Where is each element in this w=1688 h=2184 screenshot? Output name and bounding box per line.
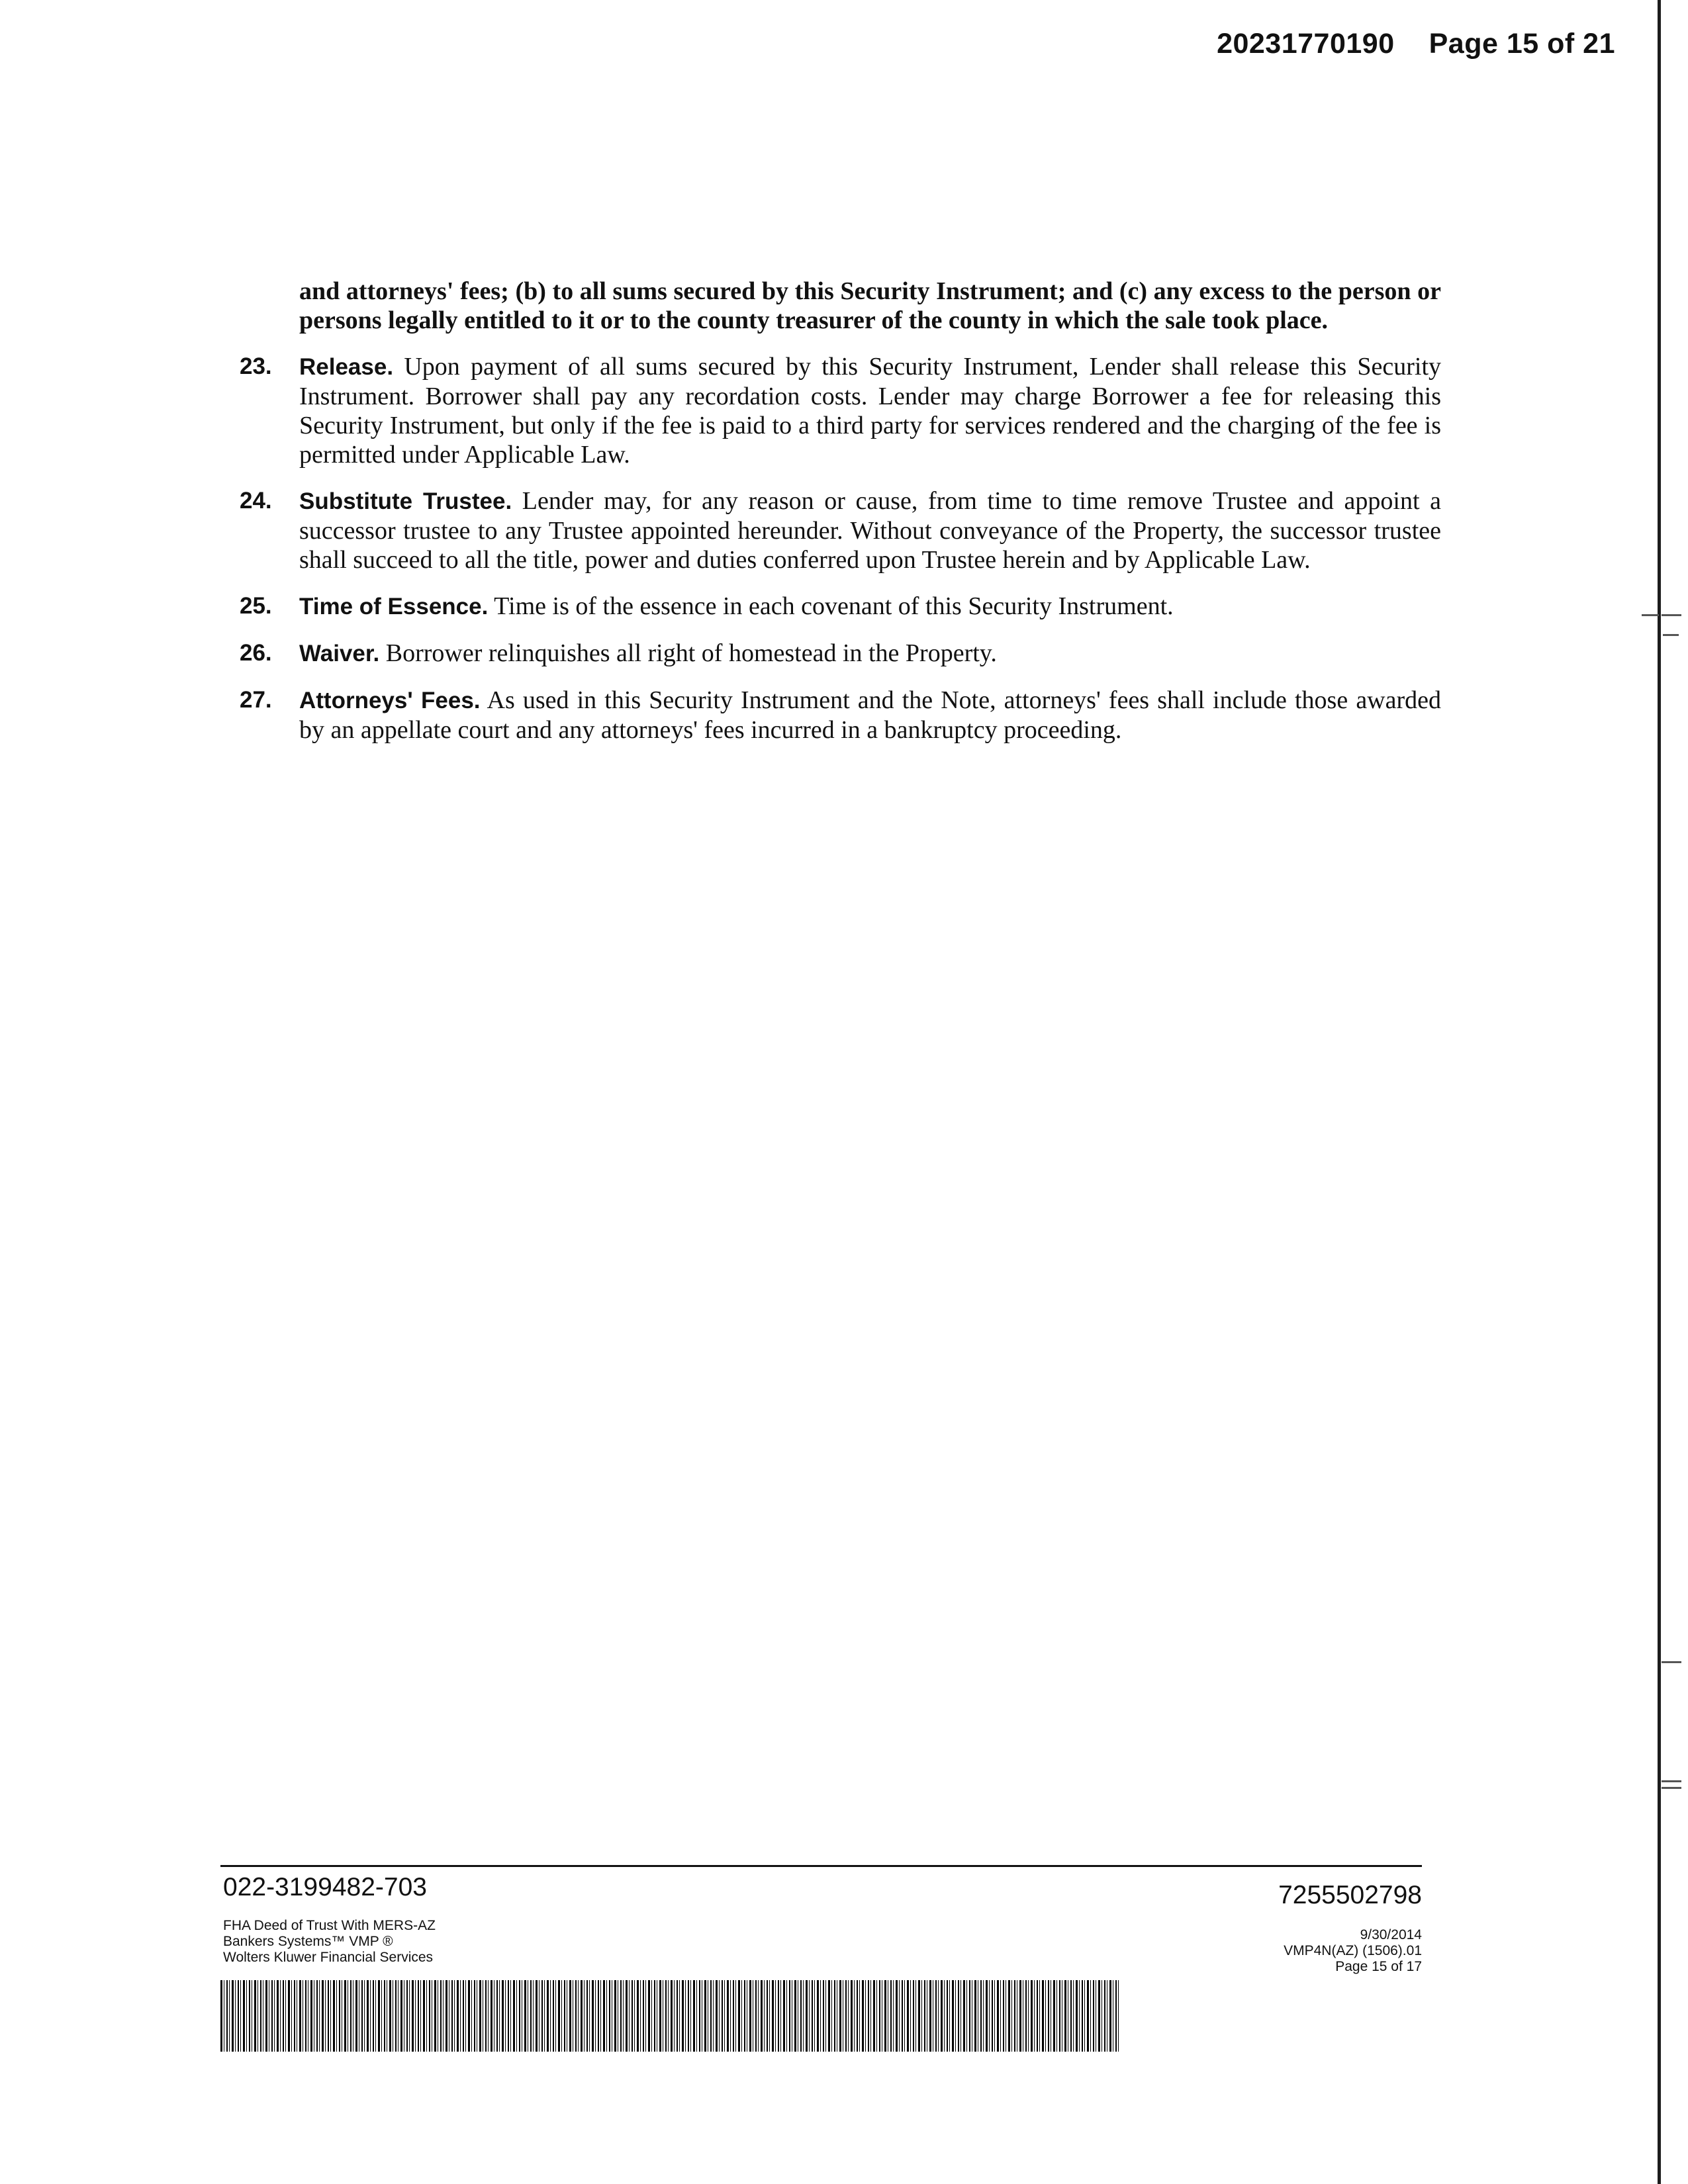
clause-title: Attorneys' Fees. bbox=[299, 688, 481, 713]
clause-text: Lender may, for any reason or cause, from time to time remove Trustee and appoint a successor trustee to any Trustee appointed hereunder. Without conveyance of the Property, the successor trustee shall succeed to all the title, power and duties conferred upon Trustee herein and by Applicable Law. bbox=[299, 487, 1442, 574]
clause-attorneys-fees bbox=[240, 686, 1441, 745]
clause-text: Upon payment of all sums secured by this Security Instrument, Lender shall release this Security Instrument. Borrower shall pay any recordation costs. Lender may charge Borrower a fee for releasing this Security Instrument, but only if the fee is paid to a third party for services rendered and the charging of the fee is permitted under Applicable Law. bbox=[299, 353, 1442, 469]
clause-text: Time is of the essence in each covenant of this Security Instrument. bbox=[494, 592, 1174, 620]
form-code: VMP4N(AZ) (1506).01 bbox=[1284, 1943, 1422, 1958]
page-edge-line bbox=[1658, 0, 1661, 2184]
edge-mark bbox=[1662, 614, 1681, 616]
clause-text: As used in this Security Instrument and the Note, attorneys' fees shall include those awarded by an appellate court and any attorneys' fees incurred in a bankruptcy proceeding. bbox=[299, 686, 1442, 744]
continued-paragraph: and attorneys' fees; (b) to all sums secured by this Security Instrument; and (c) any excess to the person or persons legally entitled to it or to the county treasurer of the county in which the sale took place. bbox=[299, 277, 1441, 334]
recording-page-number: Page 15 of 21 bbox=[1429, 28, 1615, 60]
barcode bbox=[220, 1980, 1119, 2052]
edge-mark bbox=[1662, 1661, 1681, 1663]
clause-number: 24. bbox=[240, 488, 272, 514]
clause-release bbox=[240, 352, 1441, 469]
case-number: 7255502798 bbox=[1278, 1881, 1422, 1909]
clause-text: Borrower relinquishes all right of homestead in the Property. bbox=[385, 639, 997, 667]
clause-title: Release. bbox=[299, 354, 394, 380]
edge-mark bbox=[1663, 634, 1679, 636]
clause-title: Time of Essence. bbox=[299, 594, 489, 619]
recording-header bbox=[1217, 28, 1615, 60]
clause-number: 26. bbox=[240, 640, 272, 666]
form-vendor: Bankers Systems™ VMP ® bbox=[223, 1934, 393, 1949]
clause-number: 25. bbox=[240, 593, 272, 619]
edge-mark bbox=[1642, 614, 1659, 616]
edge-mark bbox=[1662, 1780, 1681, 1782]
clause-number: 27. bbox=[240, 687, 272, 713]
form-page-number: Page 15 of 17 bbox=[1335, 1959, 1422, 1974]
document-body bbox=[240, 277, 1441, 762]
form-meta bbox=[1284, 1927, 1422, 1975]
clause-number: 23. bbox=[240, 353, 272, 379]
clause-time-of-essence bbox=[240, 592, 1441, 621]
form-publisher: Wolters Kluwer Financial Services bbox=[223, 1950, 434, 1965]
loan-id: 022-3199482-703 bbox=[223, 1873, 427, 1901]
form-date: 9/30/2014 bbox=[1360, 1927, 1422, 1942]
clause-substitute-trustee bbox=[240, 486, 1441, 574]
clause-title: Substitute Trustee. bbox=[299, 488, 512, 514]
form-name: FHA Deed of Trust With MERS-AZ bbox=[223, 1918, 436, 1933]
edge-mark bbox=[1662, 1787, 1681, 1789]
footer-divider bbox=[220, 1865, 1422, 1867]
clause-title: Waiver. bbox=[299, 641, 380, 666]
recording-number: 20231770190 bbox=[1217, 28, 1395, 60]
clause-waiver bbox=[240, 639, 1441, 668]
form-info bbox=[223, 1918, 436, 1966]
